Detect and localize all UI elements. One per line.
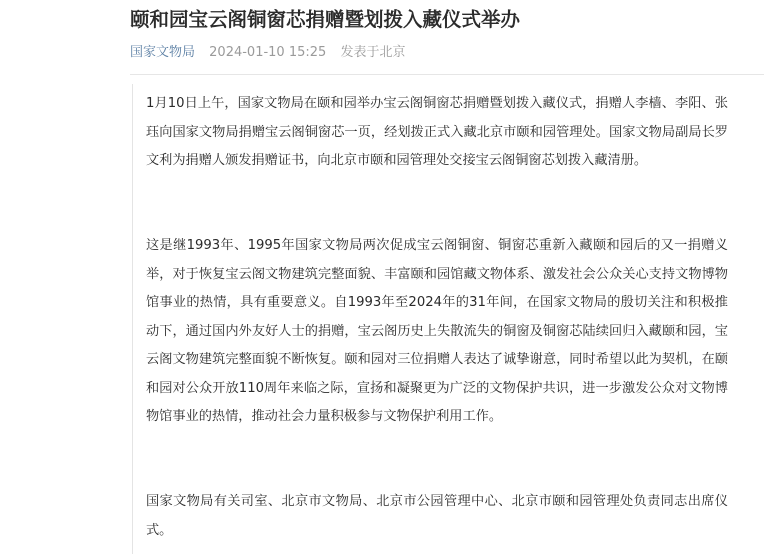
article-paragraph-2: 这是继1993年、1995年国家文物局两次促成宝云阁铜窗、铜窗芯重新入藏颐和园后的又一捐赠义举，对于恢复宝云阁文物建筑完整面貌、丰富颐和园馆藏文物体系、激发社会公众关心支持文物博物馆事业的热情，具有重要意义。自1993年至2024年的31年间，在国家文物局的殷切关注和积极推动下，通过国内外友好人士的捐赠，宝云阁历史上失散流失的铜窗及铜窗芯陆续回归入藏颐和园，宝云阁文物建筑完整面貌不断恢复。颐和园对三位捐赠人表达了诚挚谢意，同时希望以此为契机，在颐和园对公众开放110周年来临之际，宣扬和凝聚更为广泛的文物保护共识，进一步激发公众对文物博物馆事业的热情，推动社会力量积极参与文物保护利用工作。 xyxy=(146,238,728,424)
article-meta xyxy=(130,44,405,62)
article-source-link[interactable]: 国家文物局 xyxy=(130,45,196,60)
article-title: 颐和园宝云阁铜窗芯捐赠暨划拨入藏仪式举办 xyxy=(130,8,521,31)
article-paragraph-1: 1月10日上午，国家文物局在颐和园举办宝云阁铜窗芯捐赠暨划拨入藏仪式，捐赠人李樯、李阳、张珏向国家文物局捐赠宝云阁铜窗芯一页，经划拨正式入藏北京市颐和园管理处。国家文物局副局长罗文利为捐赠人颁发捐赠证书，向北京市颐和园管理处交接宝云阁铜窗芯划拨入藏清册。 xyxy=(146,96,728,168)
publish-location: 发表于北京 xyxy=(340,45,406,60)
article-paragraph-3: 国家文物局有关司室、北京市文物局、北京市公园管理中心、北京市颐和园管理处负责同志出席仪式。 xyxy=(146,494,728,538)
header-divider xyxy=(130,74,764,75)
article-body xyxy=(132,84,741,554)
publish-date: 2024-01-10 15:25 xyxy=(209,45,327,60)
